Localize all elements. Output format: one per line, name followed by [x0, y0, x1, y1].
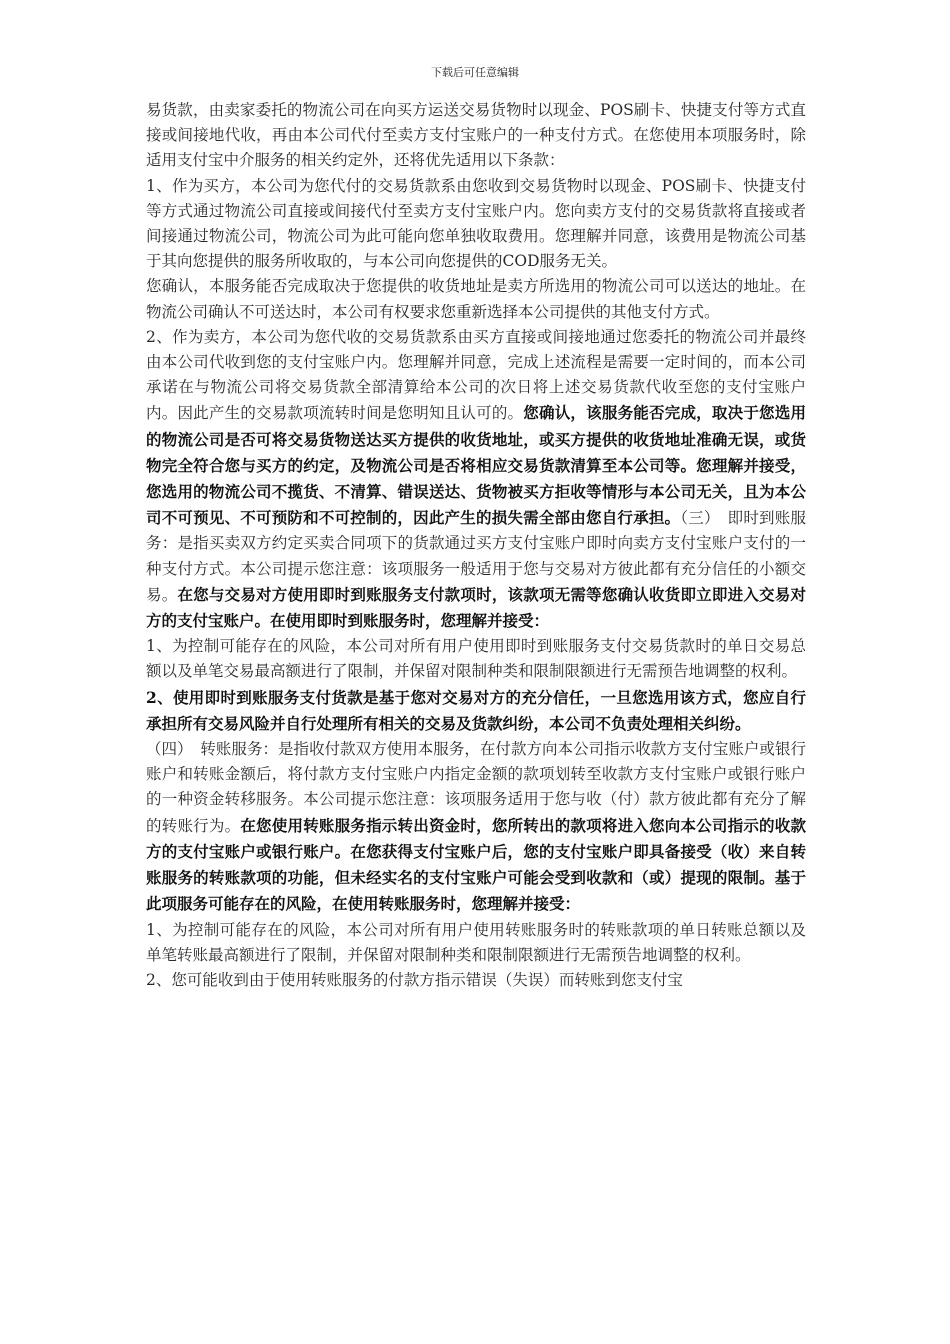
text-segment: 1、作为买方，本公司为您代付的交易货款系由您收到交易货物时以现金、POS刷卡、快捷支付等方式通过物流公司直接或间接代付至卖方支付宝账户内。您向卖方支付的交易货款将直接或者间接通过物流公司，物流公司为此可能向您单独收取费用。您理解并同意，该费用是物流公司基于其向您提供的服务所收取的，与本公司向您提供的COD服务无关。 [146, 176, 806, 271]
text-segment: 1、为控制可能存在的风险，本公司对所有用户使用转账服务时的转账款项的单日转账总额以及单笔转账最高额进行了限制，并保留对限制种类和限制限额进行无需预告地调整的权利。 [146, 920, 806, 964]
bold-text-segment: 您确认，该服务能否完成，取决于您选用的物流公司是否可将交易货物送达买方提供的收货地址，或买方提供的收货地址准确无误，或货物完全符合您与买方的约定，及物流公司是否将相应交易货款清算至本公司等。您理解并接受，您选用的物流公司不揽货、不清算、错误送达、货物被买方拒收等情形与本公司无关，且为本公司不可预见、不可预防和不可控制的，因此产生的损失需全部由您自行承担。 [146, 403, 806, 528]
paragraph-3 [146, 274, 806, 324]
bold-text-segment: 2、使用即时到账服务支付货款是基于您对交易对方的充分信任，一旦您选用该方式，您应自行承担所有交易风险并自行处理所有相关的交易及货款纠纷，本公司不负责处理相关纠纷。 [146, 687, 806, 733]
document-body [146, 98, 806, 993]
paragraph-5 [146, 634, 806, 684]
paragraph-2 [146, 174, 806, 275]
text-segment: 2、您可能收到由于使用转账服务的付款方指示错误（失误）而转账到您支付宝 [146, 970, 683, 989]
paragraph-1 [146, 98, 806, 174]
paragraph-9 [146, 968, 806, 993]
bold-text-segment: 在您与交易对方使用即时到账服务支付款项时，该款项无需等您确认收货即立即进入交易对方的支付宝账户。在使用即时到账服务时，您理解并接受： [146, 584, 806, 631]
text-segment: 易货款，由卖家委托的物流公司在向买方运送交易货物时以现金、POS刷卡、快捷支付等方式直接或间接地代收，再由本公司代付至卖方支付宝账户的一种支付方式。在您使用本项服务时，除适用支付宝中介服务的相关约定外，还将优先适用以下条款： [146, 101, 806, 170]
paragraph-6 [146, 685, 806, 737]
bold-text-segment: 在您使用转账服务指示转出资金时，您所转出的款项将进入您向本公司指示的收款方的支付宝账户或银行账户。在您获得支付宝账户后，您的支付宝账户即具备接受（收）来自转账服务的转账款项的功能，但未经实名的支付宝账户可能会受到收款和（或）提现的限制。基于此项服务可能存在的风险，在使用转账服务时，您理解并接受： [146, 815, 806, 914]
paragraph-4 [146, 325, 806, 634]
text-segment: （三） 即时到账服务：是指买卖双方约定买卖合同项下的货款通过买方支付宝账户即时向卖方支付宝账户支付的一种支付方式。本公司提示您注意：该项服务一般适用于您与交易对方彼此都有充分信任的小额交易。 [146, 509, 806, 604]
text-segment: 您确认，本服务能否完成取决于您提供的收货地址是卖方所选用的物流公司可以送达的地址。在物流公司确认不可送达时，本公司有权要求您重新选择本公司提供的其他支付方式。 [146, 277, 806, 321]
paragraph-8 [146, 918, 806, 968]
text-segment: 2、作为卖方，本公司为您代收的交易货款系由买方直接或间接地通过您委托的物流公司并最终由本公司代收到您的支付宝账户内。您理解并同意，完成上述流程是需要一定时间的，而本公司承诺在与物流公司将交易货款全部清算给本公司的次日将上述交易货款代收至您的支付宝账户内。因此产生的交易款项流转时间是您明知且认可的。 [146, 327, 806, 423]
text-segment: （四） 转账服务：是指收付款双方使用本服务，在付款方向本公司指示收款方支付宝账户或银行账户和转账金额后，将付款方支付宝账户内指定金额的款项划转至收款方支付宝账户或银行账户的一种资金转移服务。本公司提示您注意：该项服务适用于您与收（付）款方彼此都有充分了解的转账行为。 [146, 740, 806, 835]
paragraph-7 [146, 737, 806, 917]
text-segment: 1、为控制可能存在的风险，本公司对所有用户使用即时到账服务支付交易货款时的单日交易总额以及单笔交易最高额进行了限制，并保留对限制种类和限制限额进行无需预告地调整的权利。 [146, 637, 806, 681]
page-header: 下载后可任意编辑 [431, 66, 519, 79]
